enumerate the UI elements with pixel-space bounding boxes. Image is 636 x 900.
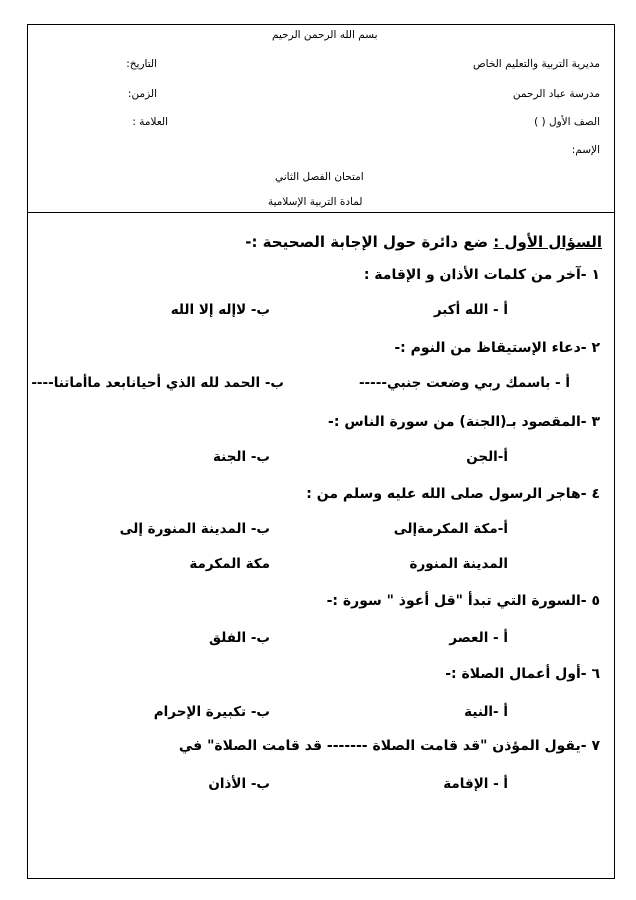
- question-6-option-a[interactable]: أ -النية: [464, 704, 508, 720]
- question-stem-6: ٦ -أول أعمال الصلاة :-: [445, 666, 600, 682]
- grade-label: الصف الأول ( ): [534, 116, 600, 128]
- section-title: [245, 233, 602, 251]
- question-1-option-a[interactable]: أ - الله أكبر: [433, 302, 508, 318]
- date-label: التاريخ:: [126, 58, 157, 70]
- time-label: الزمن:: [127, 88, 157, 100]
- question-5-option-a[interactable]: أ - العصر: [449, 630, 508, 646]
- question-4-option-b[interactable]: ب- المدينة المنورة إلى: [119, 521, 270, 537]
- question-stem-3: ٣ -المقصود بـ(الجنة) من سورة الناس :-: [328, 414, 600, 430]
- directorate: مديرية التربية والتعليم الخاص: [472, 58, 600, 70]
- student-name-label: الإسم:: [571, 144, 600, 156]
- question-4-option-a[interactable]: أ-مكة المكرمةإلى: [393, 521, 508, 537]
- question-7-option-a[interactable]: أ - الإقامة: [443, 776, 508, 792]
- question-stem-5: ٥ -السورة التي تبدأ "قل أعوذ " سورة :-: [326, 593, 600, 609]
- question-stem-4: ٤ -هاجر الرسول صلى الله عليه وسلم من :: [306, 486, 600, 502]
- question-7-option-b[interactable]: ب- الأذان: [208, 776, 270, 792]
- exam-subject: لمادة التربية الإسلامية: [268, 196, 363, 208]
- question-4-option-a-line-2[interactable]: المدينة المنورة: [409, 556, 508, 572]
- question-2-option-b[interactable]: ب- الحمد لله الذي أحيانابعد ماأماتنا----: [31, 375, 284, 391]
- exam-title: امتحان الفصل الثاني: [275, 171, 364, 183]
- header-divider: [27, 212, 615, 213]
- question-2-option-a[interactable]: أ - باسمك ربي وضعت جنبي-----: [358, 375, 570, 391]
- school-name: مدرسة عباد الرحمن: [512, 88, 600, 100]
- basmala: بسم الله الرحمن الرحيم: [272, 29, 378, 41]
- question-1-option-b[interactable]: ب- لاإله إلا الله: [170, 302, 270, 318]
- section-title-instruction: ضع دائرة حول الإجابة الصحيحة :-: [245, 233, 494, 251]
- question-stem-2: ٢ -دعاء الإستيقاظ من النوم :-: [394, 340, 600, 356]
- question-stem-7: ٧ -يقول المؤذن "قد قامت الصلاة ------- قد قامت الصلاة" في: [178, 738, 600, 754]
- question-6-option-b[interactable]: ب- تكبيرة الإحرام: [153, 704, 270, 720]
- question-3-option-b[interactable]: ب- الجنة: [213, 449, 270, 465]
- question-5-option-b[interactable]: ب- الفلق: [209, 630, 270, 646]
- question-4-option-b-line-2[interactable]: مكة المكرمة: [189, 556, 270, 572]
- section-title-label: السؤال الأول :: [493, 233, 602, 251]
- question-stem-1: ١ -آخر من كلمات الأذان و الإقامة :: [363, 267, 600, 283]
- grade-mark-label: العلامة :: [132, 116, 168, 128]
- question-3-option-a[interactable]: أ-الجن: [466, 449, 508, 465]
